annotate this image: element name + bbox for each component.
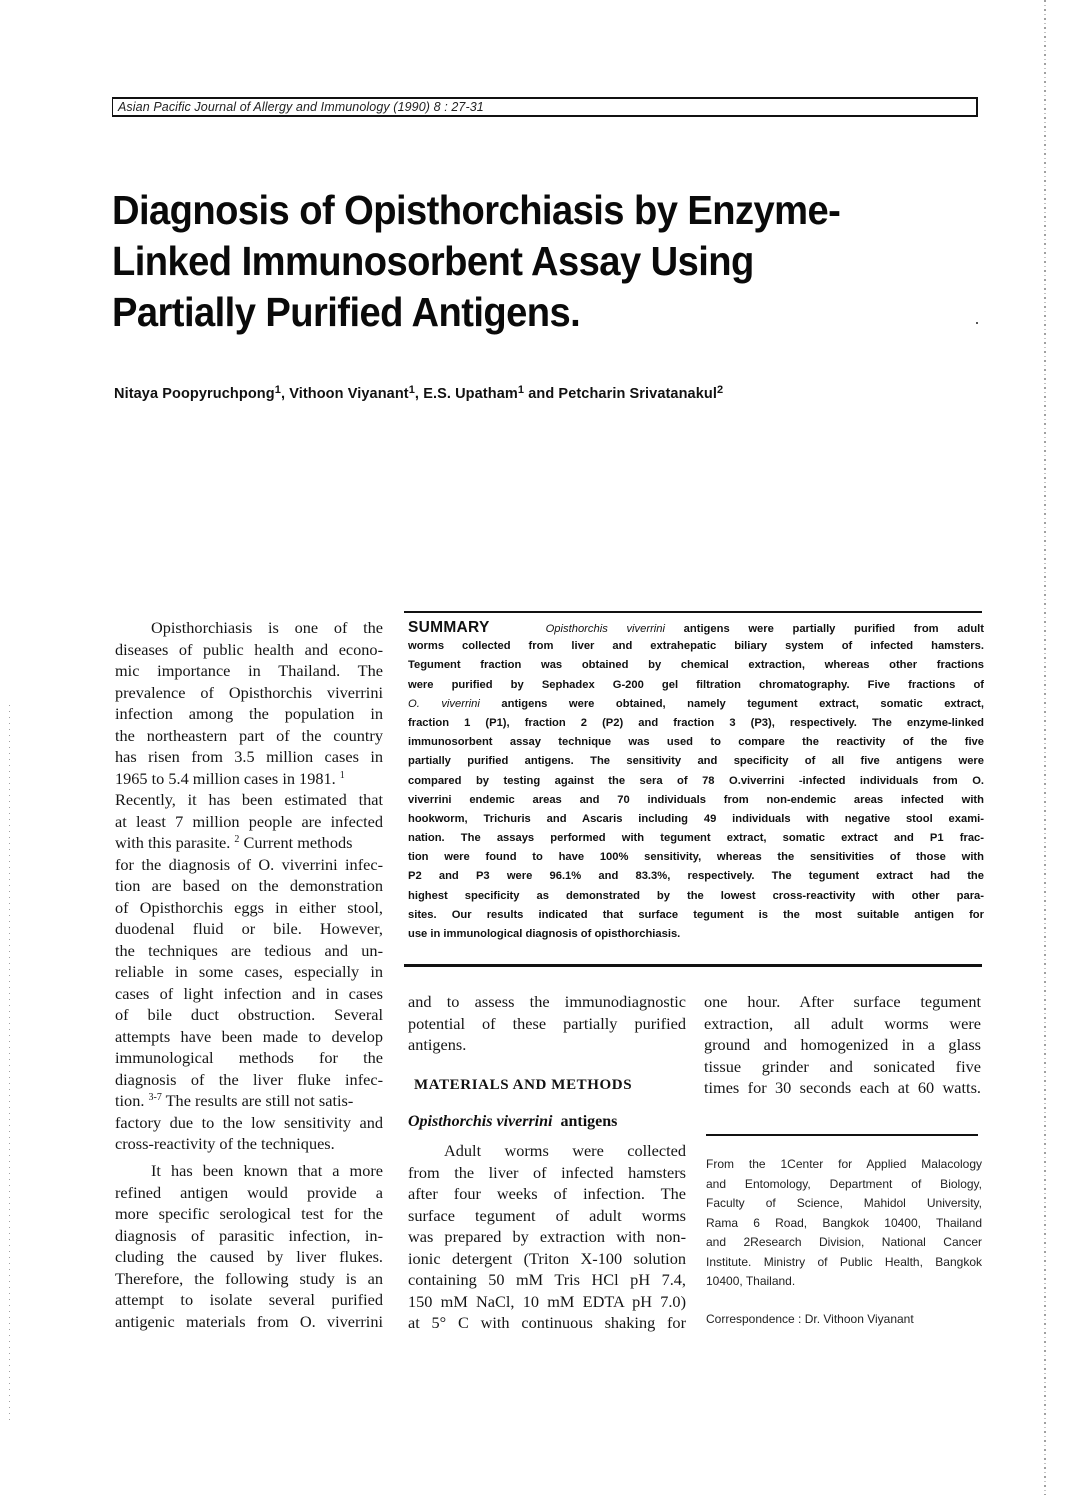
text-line: the techniques are tedious and un-: [115, 940, 383, 960]
summary-line: use in immunological diagnosis of opisthorchiasis.: [408, 928, 681, 940]
summary-line: worms collected from liver and extrahepatic biliary system of infected hamsters.: [408, 640, 984, 653]
text-line: 1965 to 5.4 million cases in 1981. $^1$: [115, 768, 345, 788]
text-line: more specific serological test for the: [115, 1204, 383, 1223]
methods-paragraph-continued: [704, 991, 981, 1099]
intro-paragraph-2: [115, 1160, 383, 1332]
summary-line: highest specificity as demonstrated by the lowest cross-reactivity with other para-: [408, 889, 984, 902]
author-name: Petcharin Srivatanakul: [558, 386, 717, 402]
summary-line: O. viverrini antigens were obtained, namely tegument extract, somatic extract,: [408, 697, 984, 710]
text-line: of Opisthorchis eggs in either stool,: [115, 897, 383, 917]
author-separator: ,: [414, 386, 424, 402]
summary-line: compared by testing against the sera of 78 O.viverrini -infected individuals from O.: [408, 774, 984, 787]
text-line: infection among the population in: [115, 704, 383, 723]
summary-line: tion were found to have 100% sensitivity, whereas the sensitivities of those with: [408, 851, 984, 864]
article-title: [112, 185, 949, 338]
text-line: cluding the caused by liver flukes.: [115, 1247, 383, 1266]
text-line: from the liver of infected hamsters: [408, 1162, 686, 1182]
summary-line: nation. The assays performed with tegument extract, somatic extract and P1 frac-: [408, 832, 984, 845]
summary-line: viverrini endemic areas and 70 individuals from non-endemic areas infected with: [408, 793, 984, 806]
text-line: It has been known that a more: [151, 1161, 383, 1180]
author-separator: ,: [280, 386, 290, 402]
text-line: reliable in some cases, especially in: [115, 962, 383, 981]
text-line: one hour. After surface tegument: [704, 992, 981, 1011]
summary-line: partially purified antigens. The sensitivity and specificity of all five antigens were: [408, 755, 984, 768]
reference-mark: 3-7: [148, 1092, 162, 1103]
reference-mark: 1: [339, 769, 345, 781]
footnote-rule: [706, 1134, 978, 1136]
text-line: with this parasite. $^2$ Current methods: [115, 833, 353, 852]
summary-line: sites. Our results indicated that surface tegument is the most suitable antigen for: [408, 908, 984, 921]
affiliation-mark: 1: [517, 384, 525, 396]
footnote-line: Institute. Ministry of Public Health, Bangkok: [706, 1254, 982, 1269]
intro-paragraph-continued: [408, 991, 686, 1056]
text-line: refined antigen would provide a: [115, 1182, 383, 1202]
correspondence-note: Correspondence : Dr. Vithoon Viyanant: [706, 1312, 914, 1326]
text-line: surface tegument of adult worms: [408, 1205, 686, 1225]
text-line: mic importance in Thailand. The: [115, 661, 383, 680]
text-line: duodenal fluid or bile. However,: [115, 919, 383, 938]
summary-line: immunosorbent assay technique was used to compare the reactivity of the five: [408, 736, 984, 749]
author-name: E.S. Upatham: [423, 386, 518, 402]
text-line: cases of light infection and in cases: [115, 983, 383, 1003]
affiliation-footnote: [706, 1155, 982, 1292]
title-line: Linked Immunosorbent Assay Using: [112, 238, 754, 284]
affiliation-mark: 1: [274, 384, 281, 396]
text-line: and to assess the immunodiagnostic: [408, 992, 686, 1011]
text-line: for the diagnosis of O. viverrini infec-: [115, 854, 383, 874]
summary-line: hookworm, Trichuris and Ascaris including 49 individuals with negative stool exami-: [408, 812, 984, 825]
text-line: times for 30 seconds each at 60 watts.: [704, 1078, 981, 1097]
summary-rule-top: [404, 611, 982, 613]
text-line: containing 50 mM Tris HCl pH 7.4,: [408, 1270, 686, 1289]
text-line: the northeastern part of the country: [115, 725, 383, 745]
text-line: ground and homogenized in a glass: [704, 1035, 981, 1054]
text-line: at 5° C with continuous shaking for: [408, 1313, 686, 1332]
footnote-line: From the 1Center for Applied Malacology: [706, 1157, 982, 1171]
text-line: ionic detergent (Triton X-100 solution: [408, 1248, 686, 1268]
text-line: tion. $^{3-7}$ The results are still not satis-: [115, 1091, 354, 1110]
text-line: 150 mM NaCl, 10 mM EDTA pH 7.0): [408, 1291, 686, 1311]
text-line: prevalence of Opisthorchis viverrini: [115, 682, 383, 702]
author-name: Vithoon Viyanant: [289, 386, 409, 402]
text-line: cross-reactivity of the techniques.: [115, 1134, 335, 1153]
text-line: attempts have been made to develop: [115, 1026, 383, 1046]
affiliation-mark: 1: [408, 384, 415, 396]
author-list: [114, 386, 723, 402]
summary-heading: SUMMARY: [408, 619, 490, 636]
text-line: Adult worms were collected: [444, 1141, 686, 1160]
author-name: Nitaya Poopyruchpong: [114, 386, 275, 402]
text-line: diagnosis of the liver fluke infec-: [115, 1069, 383, 1089]
text-line: Opisthorchiasis is one of the: [151, 618, 383, 637]
text-line: diagnosis of parasitic infection, in-: [115, 1225, 383, 1245]
footnote-line: Rama 6 Road, Bangkok 10400, Thailand: [706, 1215, 982, 1230]
author-separator: and: [524, 386, 559, 402]
text-line: tissue grinder and sonicated five: [704, 1056, 981, 1076]
text-line: immunological methods for the: [115, 1048, 383, 1067]
text-line: attempt to isolate several purified: [115, 1290, 383, 1309]
reference-mark: 2: [234, 834, 240, 845]
methods-paragraph: [408, 1140, 686, 1334]
scan-edge-artifact-left: [9, 705, 10, 1425]
text-line: antigens.: [408, 1035, 467, 1054]
footnote-line: and 2Research Division, National Cancer: [706, 1235, 982, 1249]
text-line: potential of these partially purified: [408, 1013, 686, 1033]
title-line: Diagnosis of Opisthorchiasis by Enzyme-: [112, 187, 841, 233]
text-line: was prepared by extraction with non-: [408, 1227, 686, 1246]
text-line: factory due to the low sensitivity and: [115, 1112, 383, 1132]
footnote-line: Faculty of Science, Mahidol University,: [706, 1196, 982, 1210]
title-line: Partially Purified Antigens.: [112, 289, 581, 335]
text-line: tion are based on the demonstration: [115, 876, 383, 895]
text-line: antigenic materials from O. viverrini: [115, 1311, 383, 1331]
text-line: Recently, it has been estimated that: [115, 790, 383, 809]
summary-abstract: [408, 618, 984, 944]
subsection-heading: Opisthorchis viverrini antigens: [408, 1113, 618, 1130]
footnote-line: 10400, Thailand.: [706, 1274, 796, 1288]
scan-edge-artifact-right: [1044, 0, 1046, 1495]
summary-line: fraction 1 (P1), fraction 2 (P2) and fraction 3 (P3), respectively. The enzyme-linked: [408, 716, 984, 729]
text-line: Therefore, the following study is an: [115, 1268, 383, 1288]
text-line: has risen from 3.5 million cases in: [115, 747, 383, 766]
text-line: extraction, all adult worms were: [704, 1013, 981, 1033]
summary-rule-bottom: [404, 964, 982, 967]
summary-line: SUMMARY Opisthorchis viverrini antigens were partially purified from adult: [408, 619, 984, 636]
affiliation-mark: 2: [716, 384, 724, 396]
summary-line: P2 and P3 were 96.1% and 83.3%, respectively. The tegument extract had the: [408, 870, 984, 883]
section-heading: MATERIALS AND METHODS: [414, 1077, 633, 1093]
scan-speck: [976, 322, 978, 324]
text-line: diseases of public health and econo-: [115, 639, 383, 659]
text-line: after four weeks of infection. The: [408, 1184, 686, 1203]
journal-citation: Asian Pacific Journal of Allergy and Immunology (1990) 8 : 27-31: [118, 100, 484, 114]
text-line: at least 7 million people are infected: [115, 811, 383, 831]
summary-line: were purified by Sephadex G-200 gel filtration chromatography. Five fractions of: [408, 678, 984, 691]
summary-line: Tegument fraction was obtained by chemical extraction, whereas other fractions: [408, 659, 984, 672]
text-line: of bile duct obstruction. Several: [115, 1005, 383, 1024]
intro-paragraph-1: [115, 617, 383, 1155]
footnote-line: and Entomology, Department of Biology,: [706, 1176, 982, 1191]
